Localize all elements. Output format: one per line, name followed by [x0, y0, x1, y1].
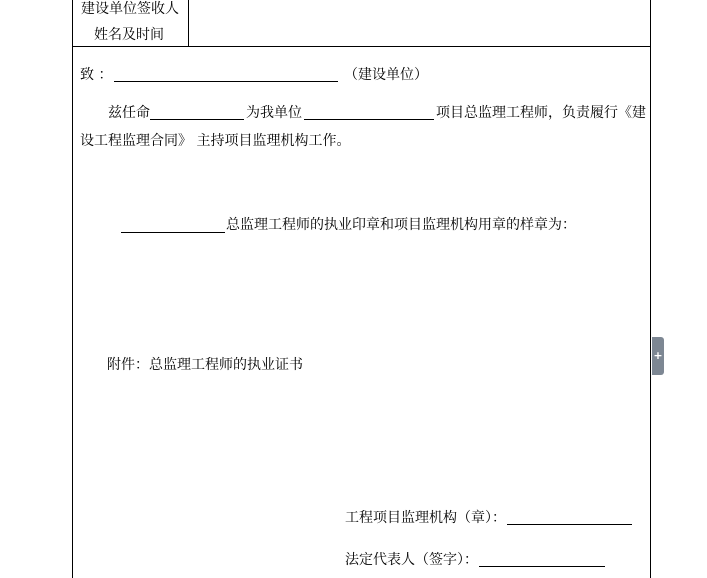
appointee-name-blank[interactable] — [150, 119, 244, 120]
appoint-text-line2: 设工程监理合同》 主持项目监理机构工作。 — [80, 133, 351, 149]
to-label: 致 ： — [80, 67, 113, 83]
addressee-blank[interactable] — [114, 81, 338, 82]
appoint-text-1: 兹任命 — [108, 105, 150, 121]
appoint-text-2: 为我单位 — [246, 105, 302, 121]
header-cell-divider — [188, 0, 189, 46]
table-left-border — [72, 0, 73, 578]
signer-label-line1: 建设单位签收人 — [81, 1, 179, 17]
org-seal-blank[interactable] — [507, 524, 632, 525]
legal-rep-blank[interactable] — [479, 566, 605, 567]
legal-rep-label: 法定代表人（签字）： — [345, 552, 478, 568]
to-suffix: （建设单位） — [344, 67, 428, 83]
attachment-text: 附件：总监理工程师的执业证书 — [107, 357, 303, 373]
expand-panel-button[interactable] — [652, 337, 664, 375]
appoint-text-3: 项目总监理工程师，负责履行《建 — [436, 105, 646, 121]
seal-sample-text: 总监理工程师的执业印章和项目监理机构用章的样章为： — [226, 217, 576, 233]
table-right-border — [650, 0, 651, 578]
org-seal-label: 工程项目监理机构（章）： — [345, 510, 506, 526]
header-row-bottom-border — [72, 46, 651, 47]
plus-icon: + — [653, 349, 663, 362]
project-name-blank[interactable] — [304, 119, 434, 120]
signer-label-line2: 姓名及时间 — [94, 27, 164, 43]
engineer-name-blank[interactable] — [121, 232, 225, 233]
